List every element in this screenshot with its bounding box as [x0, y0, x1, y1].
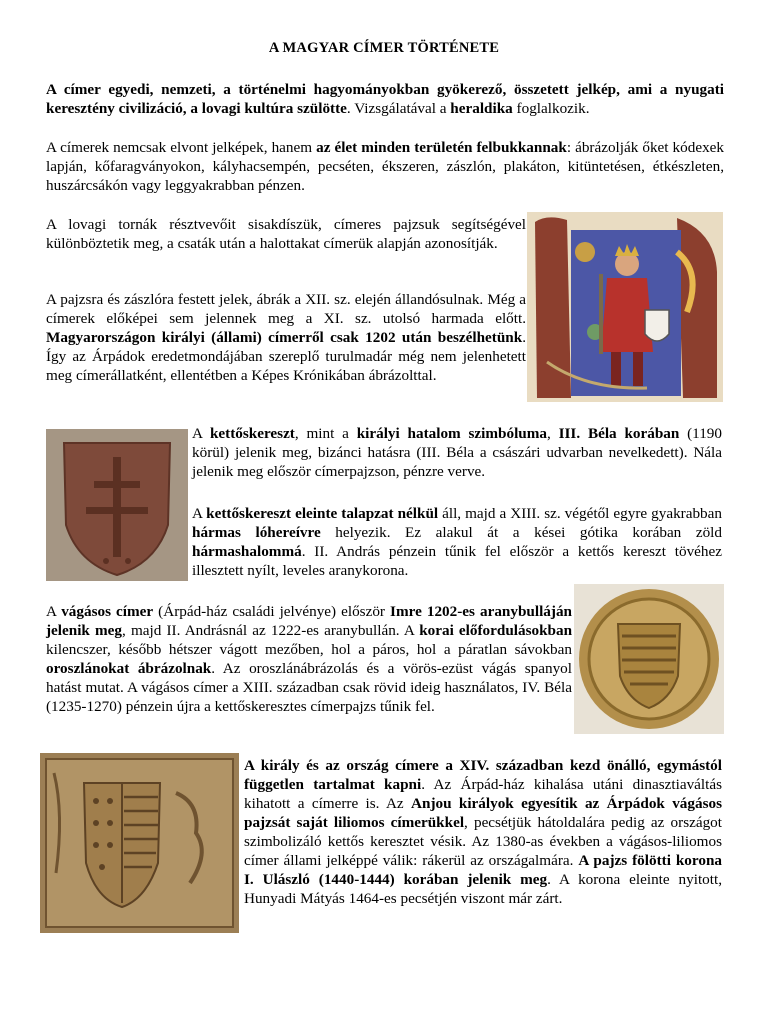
ped-bold-1: kettőskereszt eleinte talapzat nélkül: [206, 505, 439, 522]
sa-text-4: kilencszer, később hétszer vágott mezőben, hol a páros, hol a páratlan sávokban: [46, 641, 572, 658]
double-cross-shield-image: [46, 429, 188, 581]
tournament-text: A lovagi tornák résztvevőit sisakdíszük, címeres pajzsuk segítségével különböztetik meg, a csaták után a halottakat címerük alapján azonosítják.: [46, 216, 526, 252]
dc-bold-2: királyi hatalom szimbóluma: [356, 425, 547, 442]
sa-text-3: , majd II. Andrásnál az 1222-es aranybullán. A: [122, 622, 420, 639]
ped-text-2: áll, majd a XIII. sz. végétől egyre gyakrabban: [438, 505, 722, 522]
page-title: A MAGYAR CÍMER TÖRTÉNETE: [268, 40, 500, 56]
usage-text: A címerek nemcsak elvont jelképek, hanem: [46, 139, 317, 156]
anjou-seal-image: [40, 753, 239, 933]
dc-text-1: A: [192, 425, 210, 442]
sa-text-1: A: [46, 603, 62, 620]
ped-text-4: . II. András pénzein tűnik fel először a kettős kereszt tövéhez illesztett nyílt, leveles aranykorona.: [192, 543, 722, 579]
golden-bull-image: [574, 584, 724, 734]
ped-text-3: helyezik. Ez alakul át a kései gótika korában zöld: [320, 524, 722, 541]
heraldika-term: heraldika: [450, 100, 513, 117]
dc-text-4: (1190 körül) jelenik meg, bizánci hatásra (III. Béla a császári udvarban nevelkedett). Nála jelenik meg először címerpajzson, pénzre verve.: [192, 425, 722, 480]
usage-text-end: : ábrázolják őket kódexek lapján, kőfaragványokon, kályhacsempén, pecséten, ékszeren, zászlón, plakáton, kitüntetésen, étkészleten, huszárcsákón vagy leggyakrabban pénzen.: [46, 139, 725, 194]
sa-bold-4: oroszlánokat ábrázolnak: [46, 660, 212, 677]
dc-bold-3: III. Béla korában: [558, 425, 680, 442]
origins-paragraph: [46, 290, 526, 385]
an-bold-1: A király és az ország címere a XIV. században kezd önálló, egymástól független tartalmat kapni: [244, 757, 722, 793]
an-bold-2: Anjou királyok egyesítik az Árpádok vágásos pajzsát saját liliomos címerükkel: [244, 795, 722, 831]
sa-text-2: (Árpád-ház családi jelvénye) először: [153, 603, 391, 620]
ped-text-1: A: [192, 505, 207, 522]
an-text-3: . A korona eleinte nyitott, Hunyadi Mátyás 1464-es pecsétjén viszont már zárt.: [244, 871, 722, 907]
sa-bold-1: vágásos címer: [61, 603, 154, 620]
intro-text-end: foglalkozik.: [512, 100, 590, 117]
sa-bold-3: korai előfordulásokban: [419, 622, 573, 639]
sa-bold-2: Imre 1202-es aranybulláján jelenik meg: [46, 603, 572, 639]
ped-bold-2: hármas lóhereívre: [192, 524, 321, 541]
intro-paragraph: [46, 80, 724, 118]
usage-paragraph: [46, 138, 724, 195]
tournament-paragraph: [46, 215, 526, 253]
intro-text: . Vizsgálatával a: [346, 100, 451, 117]
dc-bold-1: kettőskereszt: [209, 425, 295, 442]
an-text-2: , pecsétjük hátoldalára pedig az országot szimbolizáló kettős keresztet vésik. Az 1380-as években a vágásos-liliomos címer állami jelképpé válik: rákerül az országalmára.: [244, 814, 722, 869]
an-bold-3: A pajzs fölötti korona I. Ulászló (1440-1444) korában jelenik meg: [244, 852, 722, 888]
dc-text-3: ,: [547, 425, 559, 442]
anjou-paragraph: [244, 756, 722, 908]
origins-text-end: . Így az Árpádok eredetmondájában szereplő turulmadár még nem jelenhetett meg címerállatként, ellentétben a Képes Krónikában ábrázolttal.: [46, 329, 526, 384]
dc-text-2: , mint a: [294, 425, 357, 442]
usage-bold: az élet minden területén felbukkannak: [316, 139, 567, 156]
sa-text-5: . Az oroszlánábrázolás és a vörös-ezüst vágás spanyol hatást mutat. A vágásos címer a XIII. században csak rövid ideig használatos, IV. Béla (1235-1270) pénzein újra a kettőskeresztes címerpajzs tűnik fel.: [46, 660, 572, 715]
ped-bold-3: hármashalommá: [192, 543, 302, 560]
striped-arms-paragraph: [46, 602, 572, 716]
illumination-image: [527, 212, 723, 402]
origins-text: A pajzsra és zászlóra festett jelek, ábrák a XII. sz. elején állandósulnak. Még a címerek előképei sem jelennek meg a XI. sz. utolsó harmada előtt.: [46, 291, 526, 327]
an-text-1: . Az Árpád-ház kihalása utáni dinasztiaváltás kihatott a címerre is. Az: [244, 776, 722, 812]
double-cross-paragraph: [192, 424, 722, 481]
intro-bold: A címer egyedi, nemzeti, a történelmi hagyományokban gyökerező, összetett jelkép, ami a nyugati keresztény civilizáció, a lovagi kultúra szülötte: [46, 81, 724, 117]
pedestal-paragraph: [192, 504, 722, 580]
origins-bold: Magyarországon királyi (állami) címerről csak 1202 után beszélhetünk: [46, 329, 523, 346]
